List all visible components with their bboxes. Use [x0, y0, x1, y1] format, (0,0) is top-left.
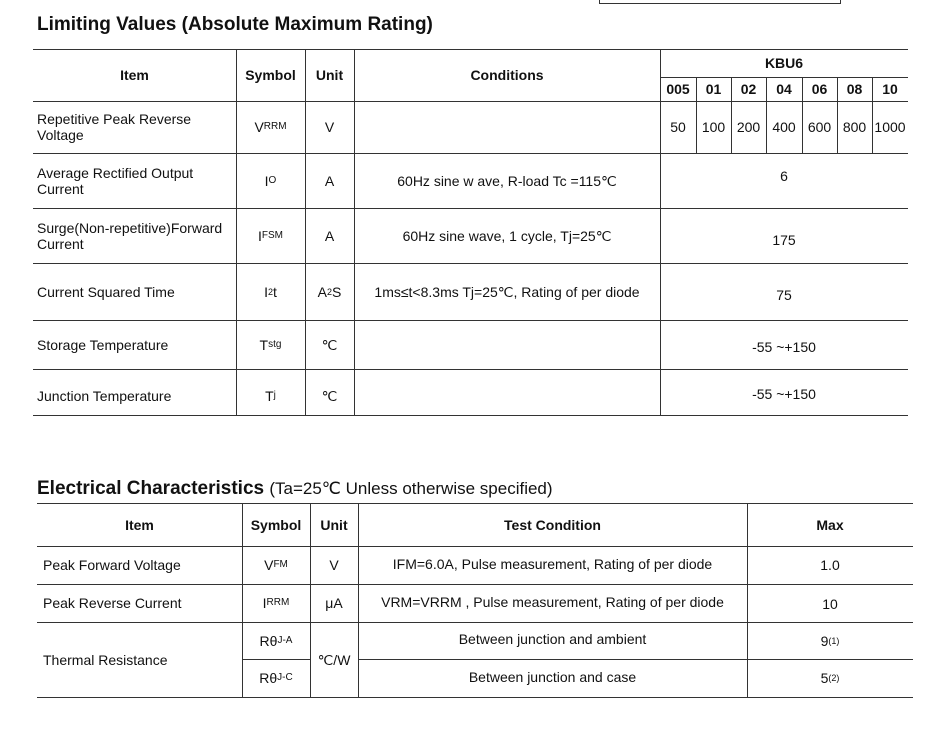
grade-02: 02	[740, 81, 757, 97]
row-i2t-item: Current Squared Time	[37, 283, 175, 300]
electrical-subtitle: (Ta=25℃ Unless otherwise specified)	[269, 479, 553, 498]
row-rjc-max: 5 (2)	[820, 670, 840, 686]
header-symbol: Symbol	[245, 67, 296, 83]
vrrm-value: 800	[842, 119, 867, 135]
row-vfm-unit: V	[329, 557, 339, 573]
row-vrrm-symbol: V RRM	[254, 119, 287, 135]
row-irrm-item: Peak Reverse Current	[43, 595, 182, 611]
vrrm-value: 200	[736, 119, 761, 135]
header-max: Max	[816, 516, 844, 533]
row-ifsm-item: Surge(Non-repetitive)Forward Current	[37, 219, 223, 252]
row-tstg-symbol: T stg	[259, 336, 282, 353]
header-unit: Unit	[320, 516, 348, 533]
grade-10: 10	[882, 81, 898, 97]
row-irrm-unit: μA	[325, 595, 343, 611]
row-i2t-value: 75	[776, 286, 792, 303]
row-tj-unit: ℃	[321, 388, 338, 404]
limiting-values-title: Limiting Values (Absolute Maximum Rating)	[37, 14, 433, 35]
row-rja-symbol: Rθ J-A	[259, 632, 293, 649]
row-i2t-symbol: I 2 t	[264, 283, 277, 300]
row-irrm-max: 10	[822, 596, 838, 612]
grade-04: 04	[776, 81, 792, 97]
row-ifsm-condition: 60Hz sine wave, 1 cycle, Tj=25℃	[402, 227, 612, 244]
vrrm-value: 50	[670, 119, 686, 135]
row-tj-symbol: T j	[265, 388, 276, 404]
header-kbu6: KBU6	[764, 55, 804, 71]
row-vfm-item: Peak Forward Voltage	[43, 557, 181, 573]
row-tj-value: -55 ~+150	[752, 386, 816, 402]
grade-005: 005	[666, 81, 690, 97]
vrrm-value: 600	[807, 119, 832, 135]
row-i2t-unit: A 2 S	[317, 283, 342, 300]
row-ifsm-value: 175	[772, 231, 796, 248]
row-irrm-condition: VRM=VRRM , Pulse measurement, Rating of per diode	[381, 593, 724, 610]
header-item: Item	[125, 516, 154, 533]
row-tj-item: Junction Temperature	[37, 388, 172, 404]
row-thermal-unit: ℃/W	[317, 651, 351, 668]
header-test-condition: Test Condition	[504, 516, 601, 533]
grade-01: 01	[705, 81, 722, 97]
header-conditions: Conditions	[470, 67, 544, 83]
grade-06: 06	[811, 81, 828, 97]
row-rjc-symbol: Rθ J-C	[259, 670, 293, 686]
row-vfm-max: 1.0	[820, 557, 840, 573]
header-unit: Unit	[315, 67, 344, 83]
header-item: Item	[120, 67, 149, 83]
row-rjc-condition: Between junction and case	[468, 669, 637, 685]
row-vrrm-item: Repetitive Peak Reverse Voltage	[37, 111, 192, 143]
row-io-item: Average Rectified Output Current	[37, 164, 194, 197]
header-symbol: Symbol	[250, 516, 302, 533]
row-io-symbol: I O	[264, 172, 277, 189]
vrrm-value: 400	[772, 119, 796, 135]
row-tstg-unit: ℃	[321, 336, 338, 353]
row-tstg-value: -55 ~+150	[752, 338, 816, 355]
row-ifsm-unit: A	[324, 227, 335, 244]
row-vfm-condition: IFM=6.0A, Pulse measurement, Rating of per diode	[392, 556, 713, 572]
row-rja-condition: Between junction and ambient	[458, 631, 647, 647]
row-thermal-item: Thermal Resistance	[43, 651, 168, 668]
vrrm-value: 1000	[874, 119, 906, 135]
row-i2t-condition: 1ms≤t<8.3ms Tj=25℃, Rating of per diode	[374, 283, 640, 300]
row-ifsm-symbol: I FSM	[258, 227, 283, 244]
row-io-value: 6	[780, 168, 788, 184]
row-vrrm-unit: V	[324, 119, 335, 135]
grade-08: 08	[846, 81, 863, 97]
row-rja-max: 9 (1)	[820, 632, 840, 649]
top-frame-fragment	[599, 0, 841, 4]
electrical-characteristics-title: Electrical Characteristics (Ta=25℃ Unless otherwise specified)	[37, 478, 553, 499]
row-io-unit: A	[324, 172, 335, 189]
row-irrm-symbol: I RRM	[262, 595, 290, 611]
row-tstg-item: Storage Temperature	[37, 336, 169, 353]
vrrm-value: 100	[701, 119, 726, 135]
row-io-condition: 60Hz sine w ave, R-load Tc =115℃	[397, 172, 617, 189]
row-vfm-symbol: V FM	[264, 557, 288, 573]
